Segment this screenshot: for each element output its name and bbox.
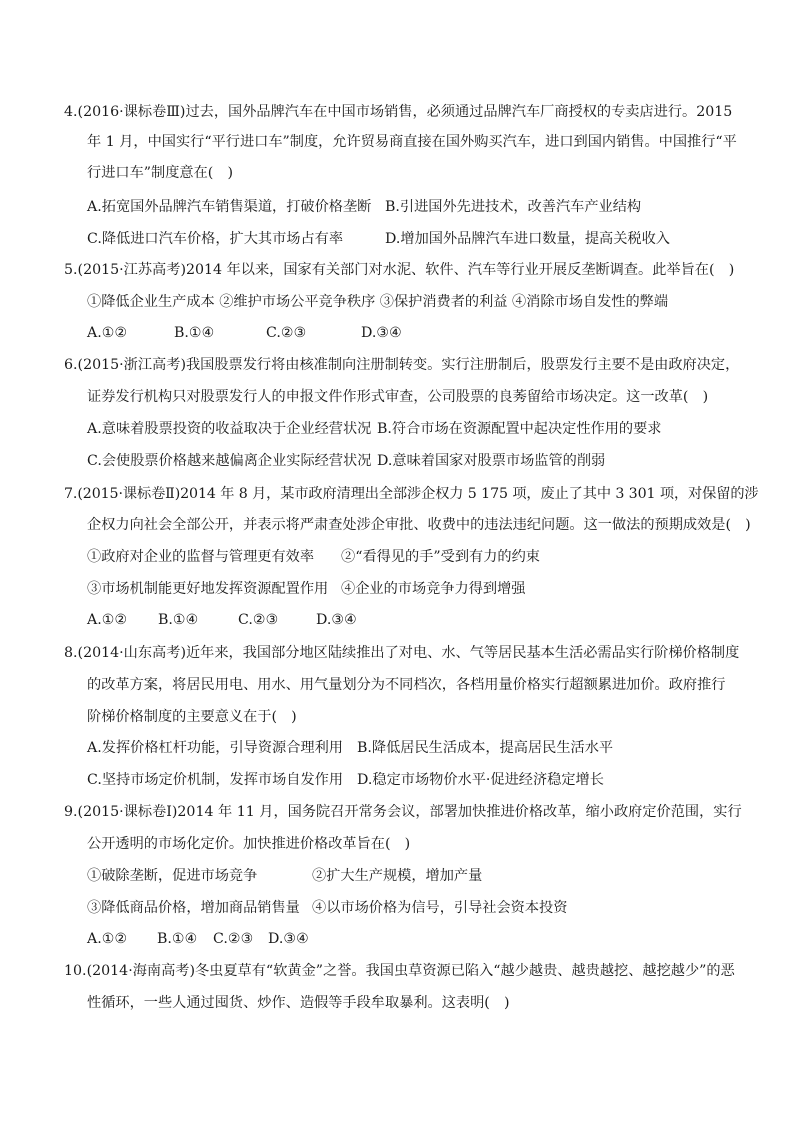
q5-stem-line-2: ①降低企业生产成本 ②维护市场公平竞争秩序 ③保护消费者的利益 ④消除市场自发性的弊端 xyxy=(87,294,669,310)
q6-option-c: C.会使股票价格越来越偏离企业实际经营状况 xyxy=(87,453,372,469)
q4-option-c: C.降低进口汽车价格，扩大其市场占有率 xyxy=(87,231,344,247)
q7-option-b: B.①④ xyxy=(158,612,199,628)
q9-stem-line-2: 公开透明的市场化定价。加快推进价格改革旨在( ) xyxy=(87,836,411,852)
q7-stem-line-2: 企权力向社会全部公开，并表示将严肃查处涉企审批、收费中的违法违纪问题。这一做法的预期成效是( ) xyxy=(87,517,751,533)
q9-option-b: B.①④ xyxy=(157,931,198,947)
q6-option-b: B.符合市场在资源配置中起决定性作用的要求 xyxy=(377,421,662,437)
q8-stem-line-3: 阶梯价格制度的主要意义在于( ) xyxy=(87,709,297,725)
q9-statement-2: ②扩大生产规模，增加产量 xyxy=(312,868,483,884)
q8-option-c: C.坚持市场定价机制，发挥市场自发作用 xyxy=(87,772,344,788)
q5-option-c: C.②③ xyxy=(266,325,307,341)
q6-option-d: D.意味着国家对股票市场监管的削弱 xyxy=(377,453,606,469)
q9-option-d: D.③④ xyxy=(268,931,309,947)
q10-stem-line-2: 性循环，一些人通过囤货、炒作、造假等手段牟取暴利。这表明( ) xyxy=(87,995,510,1011)
q9-statement-4: ④以市场价格为信号，引导社会资本投资 xyxy=(312,900,568,916)
q8-option-d: D.稳定市场物价水平·促进经济稳定增长 xyxy=(357,772,604,788)
q6-stem-line-2: 证券发行机构只对股票发行人的申报文件作形式审查，公司股票的良莠留给市场决定。这一改革( ) xyxy=(87,389,709,405)
q9-stem-line-1: 9.(2015·课标卷Ⅰ)2014 年 11 月，国务院召开常务会议，部署加快推进价格改革，缩小政府定价范围，实行 xyxy=(64,804,742,820)
q6-option-a: A.意味着股票投资的收益取决于企业经营状况 xyxy=(87,421,372,437)
q9-option-a: A.①② xyxy=(87,931,128,947)
q7-statement-3: ③市场机制能更好地发挥资源配置作用 xyxy=(87,581,329,597)
q5-option-d: D.③④ xyxy=(361,325,402,341)
q4-stem-line-2: 年 1 月，中国实行“平行进口车”制度，允许贸易商直接在国外购买汽车，进口到国内销售。中国推行“平 xyxy=(87,134,737,150)
q5-option-a: A.①② xyxy=(87,325,128,341)
q7-statement-4: ④企业的市场竞争力得到增强 xyxy=(341,581,526,597)
q8-option-b: B.降低居民生活成本，提高居民生活水平 xyxy=(357,740,614,756)
q7-statement-2: ②“看得见的手”受到有力的约束 xyxy=(341,549,540,565)
q5-option-b: B.①④ xyxy=(174,325,215,341)
q5-stem-line-1: 5.(2015·江苏高考)2014 年以来，国家有关部门对水泥、软件、汽车等行业开展反垄断调查。此举旨在( ) xyxy=(64,262,735,278)
q4-option-d: D.增加国外品牌汽车进口数量，提高关税收入 xyxy=(385,231,670,247)
q7-option-d: D.③④ xyxy=(316,612,357,628)
q4-option-b: B.引进国外先进技术，改善汽车产业结构 xyxy=(385,199,642,215)
q9-statement-1: ①破除垄断，促进市场竞争 xyxy=(87,868,258,884)
q7-option-c: C.②③ xyxy=(238,612,279,628)
q10-stem-line-1: 10.(2014·海南高考)冬虫夏草有“软黄金”之誉。我国虫草资源已陷入“越少越贵、越贵越挖、越挖越少”的恶 xyxy=(64,963,735,979)
q7-statement-1: ①政府对企业的监督与管理更有效率 xyxy=(87,549,315,565)
q8-stem-line-1: 8.(2014·山东高考)近年来，我国部分地区陆续推出了对电、水、气等居民基本生活必需品实行阶梯价格制度 xyxy=(64,645,740,661)
q8-stem-line-2: 的改革方案，将居民用电、用水、用气量划分为不同档次，各档用量价格实行超额累进加价。政府推行 xyxy=(87,677,726,693)
q7-option-a: A.①② xyxy=(87,612,128,628)
q8-option-a: A.发挥价格杠杆功能，引导资源合理利用 xyxy=(87,740,343,756)
q4-stem-line-1: 4.(2016·课标卷Ⅲ)过去，国外品牌汽车在中国市场销售，必须通过品牌汽车厂商授权的专卖店进行。2015 xyxy=(64,104,733,120)
q7-stem-line-1: 7.(2015·课标卷Ⅱ)2014 年 8 月，某市政府清理出全部涉企权力 5 175 项，废止了其中 3 301 项，对保留的涉 xyxy=(64,486,759,502)
q4-stem-line-3: 行进口车”制度意在( ) xyxy=(87,165,234,181)
q4-option-a: A.拓宽国外品牌汽车销售渠道，打破价格垄断 xyxy=(87,199,372,215)
q9-option-c: C.②③ xyxy=(213,931,254,947)
q9-statement-3: ③降低商品价格，增加商品销售量 xyxy=(87,900,300,916)
q6-stem-line-1: 6.(2015·浙江高考)我国股票发行将由核准制向注册制转变。实行注册制后，股票发行主要不是由政府决定， xyxy=(64,357,740,373)
